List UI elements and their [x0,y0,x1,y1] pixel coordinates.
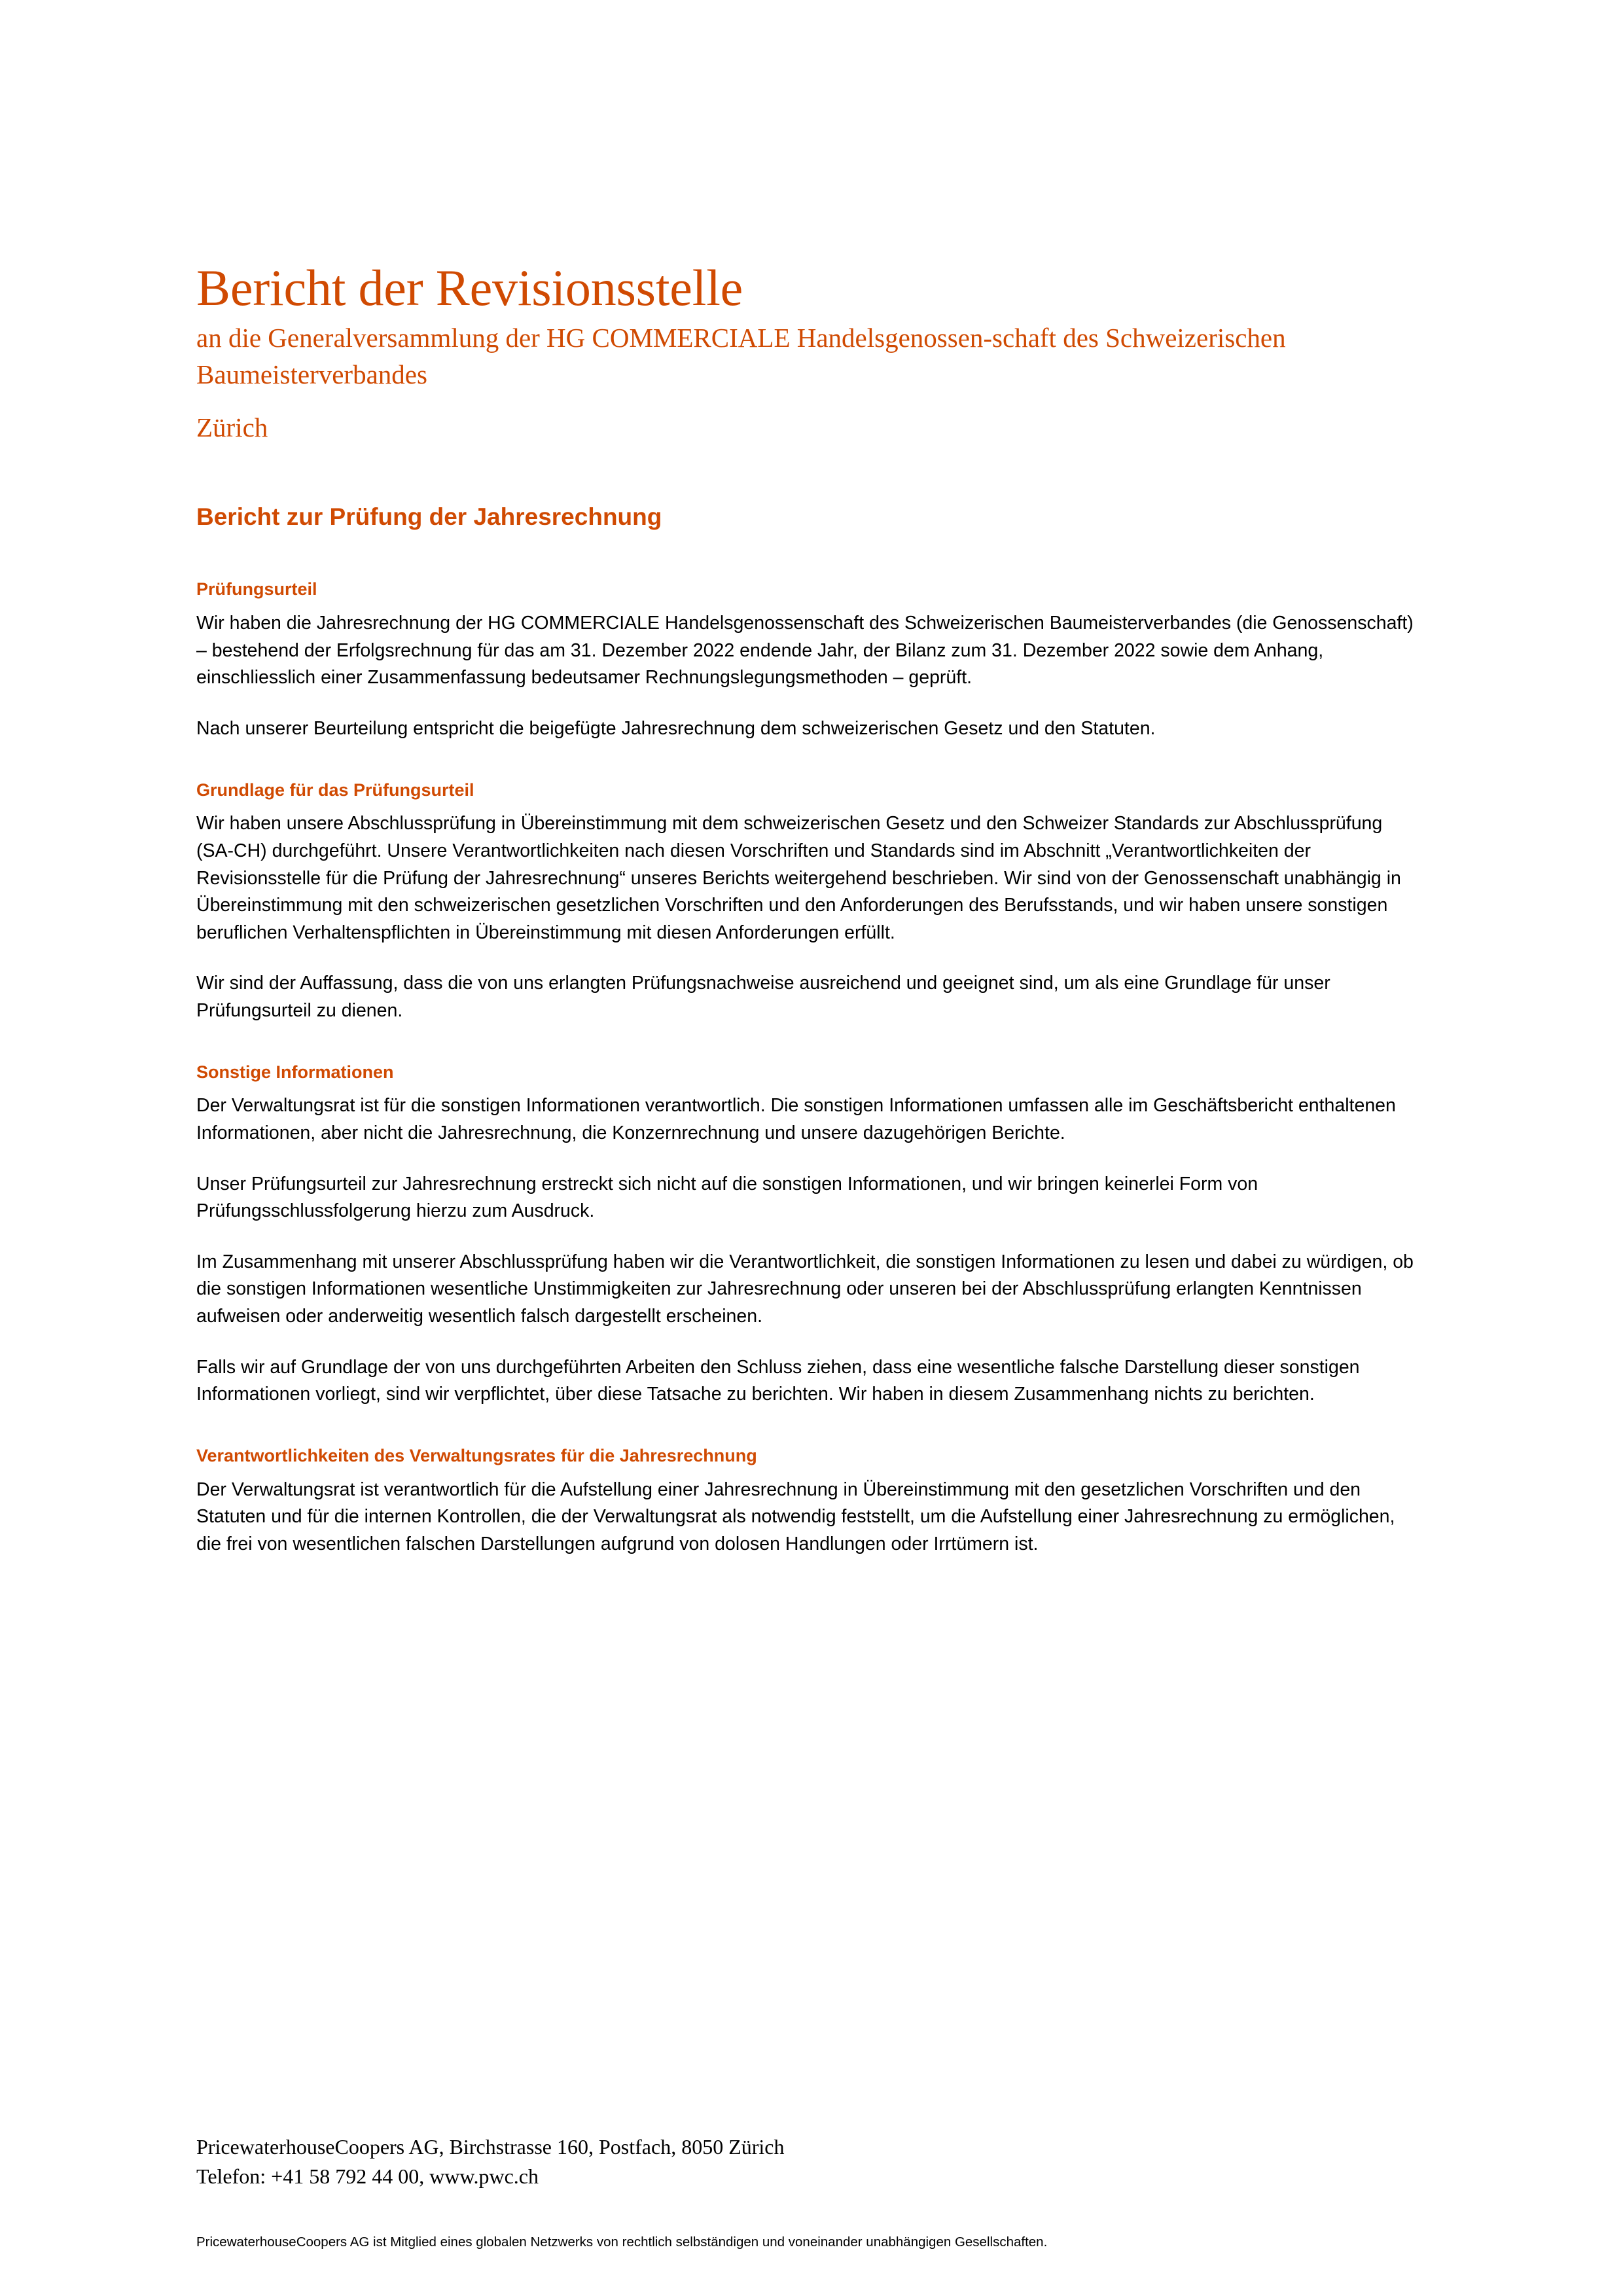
paragraph: Der Verwaltungsrat ist für die sonstigen Informationen verantwortlich. Die sonstigen Informationen umfassen alle im Geschäftsbericht enthaltenen Informationen, aber nicht die Jahresrechnung, die Konzernrechnung und unsere dazugehörigen Berichte. [196,1095,1396,1143]
section-heading: Prüfungsurteil [196,579,317,600]
document-subtitle: an die Generalversammlung der HG COMMERCIALE Handelsgenossen-schaft des Schweizerischen Baumeisterverbandes [196,322,1286,390]
footer-address-line-2: Telefon: +41 58 792 44 00, www.pwc.ch [196,2164,539,2189]
page-title: Bericht der Revisionsstelle [196,259,743,316]
section-pruefungsurteil [196,579,1423,742]
paragraph: Falls wir auf Grundlage der von uns durchgeführten Arbeiten den Schluss ziehen, dass eine wesentliche falsche Darstellung dieser sonstigen Informationen vorliegt, sind wir verpflichtet, über diese Tatsache zu berichten. Wir haben in diesem Zusammenhang nichts zu berichten. [196,1356,1360,1405]
document-title-block [196,0,1423,445]
section-heading: Sonstige Informationen [196,1062,394,1082]
footer-address-line-1: PricewaterhouseCoopers AG, Birchstrasse 160, Postfach, 8050 Zürich [196,2135,785,2159]
paragraph: Wir haben die Jahresrechnung der HG COMMERCIALE Handelsgenossenschaft des Schweizerischen Baumeisterverbandes (die Genossenschaft) – bestehend der Erfolgsrechnung für das am 31. Dezember 2022 endende Jahr, der Bilanz zum 31. Dezember 2022 sowie dem Anhang, einschliesslich einer Zusammenfassung bedeutsamer Rechnungslegungsmethoden – geprüft. [196,613,1414,689]
paragraph: Wir sind der Auffassung, dass die von uns erlangten Prüfungsnachweise ausreichend und geeignet sind, um als eine Grundlage für unser Prüfungsurteil zu dienen. [196,973,1330,1021]
paragraph: Wir haben unsere Abschlussprüfung in Übereinstimmung mit dem schweizerischen Gesetz und den Schweizer Standards zur Abschlussprüfung (SA-CH) durchgeführt. Unsere Verantwortlichkeiten nach diesen Vorschriften und Standards sind im Abschnitt „Verantwortlichkeiten der Revisionsstelle für die Prüfung der Jahresrechnung“ unseres Berichts weitergehend beschrieben. Wir sind von der Genossenschaft unabhängig in Übereinstimmung mit den schweizerischen gesetzlichen Vorschriften und den Anforderungen des Berufsstands, und wir haben unsere sonstigen beruflichen Verhaltenspflichten in Übereinstimmung mit diesen Anforderungen erfüllt. [196,813,1401,943]
main-section-heading: Bericht zur Prüfung der Jahresrechnung [196,503,662,530]
paragraph: Unser Prüfungsurteil zur Jahresrechnung erstreckt sich nicht auf die sonstigen Informationen, und wir bringen keinerlei Form von Prüfungsschlussfolgerung hierzu zum Ausdruck. [196,1173,1258,1222]
footer-disclaimer: PricewaterhouseCoopers AG ist Mitglied eines globalen Netzwerks von rechtlich selbständigen und voneinander unabhängigen Gesellschaften. [196,2234,1048,2250]
paragraph: Im Zusammenhang mit unserer Abschlussprüfung haben wir die Verantwortlichkeit, die sonstigen Informationen zu lesen und dabei zu würdigen, ob die sonstigen Informationen wesentliche Unstimmigkeiten zur Jahresrechnung oder unseren bei der Abschlussprüfung erlangten Kenntnissen aufweisen oder anderweitig wesentlich falsch dargestellt erscheinen. [196,1251,1414,1327]
section-heading: Verantwortlichkeiten des Verwaltungsrates für die Jahresrechnung [196,1445,757,1465]
document-content [196,0,1423,1558]
page-footer [196,2132,1440,2251]
section-heading: Grundlage für das Prüfungsurteil [196,780,474,800]
paragraph: Nach unserer Beurteilung entspricht die beigefügte Jahresrechnung dem schweizerischen Gesetz und den Statuten. [196,717,1156,739]
paragraph: Der Verwaltungsrat ist verantwortlich für die Aufstellung einer Jahresrechnung in Übereinstimmung mit den gesetzlichen Vorschriften und den Statuten und für die internen Kontrollen, die der Verwaltungsrat als notwendig feststellt, um die Aufstellung einer Jahresrechnung zu ermöglichen, die frei von wesentlichen falschen Darstellungen aufgrund von dolosen Handlungen oder Irrtümern ist. [196,1479,1395,1554]
section-grundlage [196,780,1423,1025]
document-place: Zürich [196,412,268,442]
section-verantwortlichkeiten-verwaltungsrat [196,1445,1423,1558]
section-sonstige-informationen [196,1062,1423,1408]
